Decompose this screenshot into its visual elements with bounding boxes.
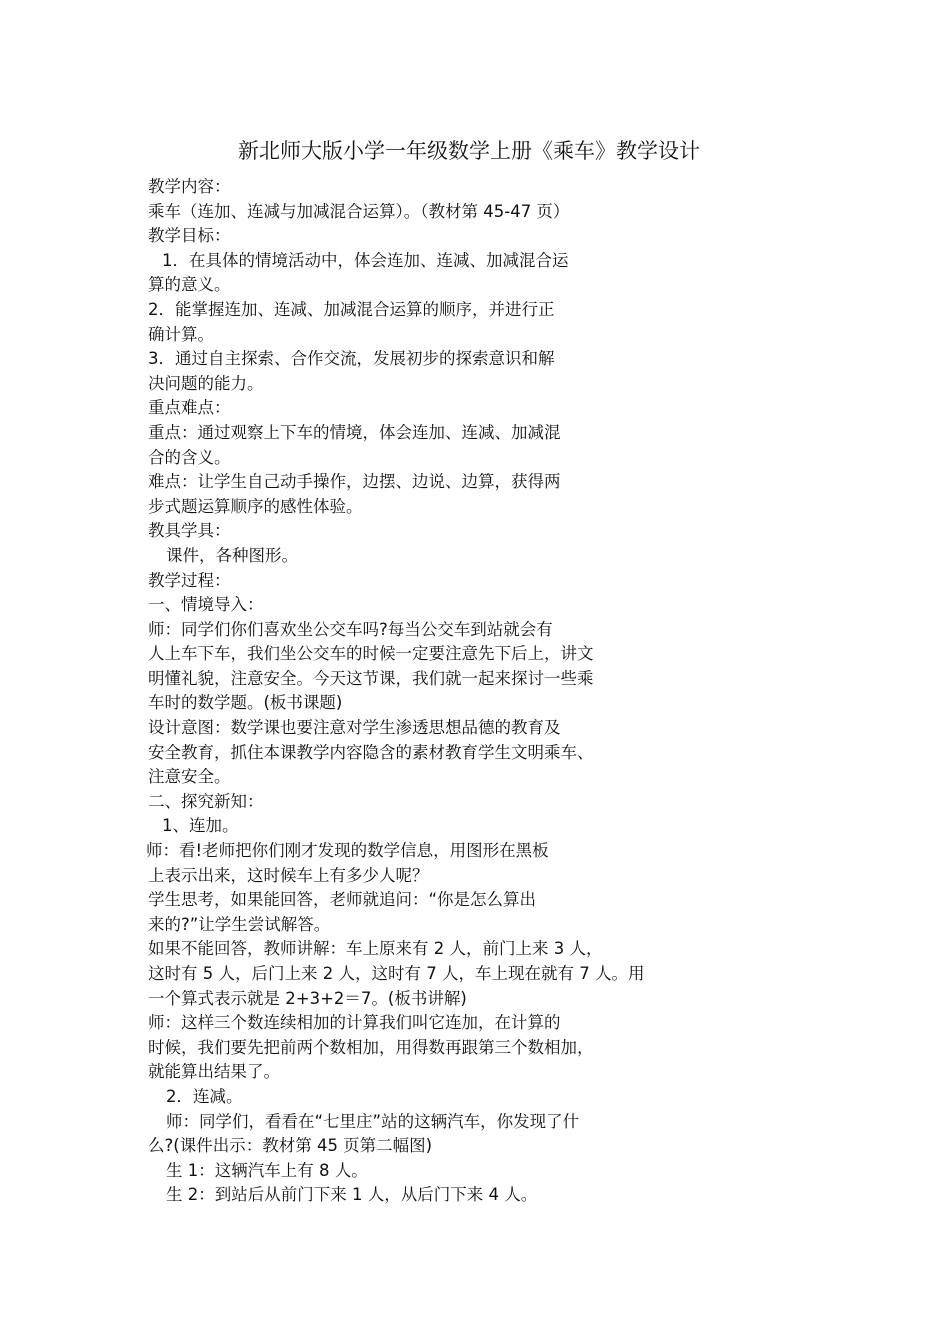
item-continuous-addition: 1、连加。 [162,816,239,836]
subsection-intro: 一、情境导入： [148,595,264,615]
paragraph-line: 注意安全。 [148,767,231,787]
paragraph-line: 师：同学们你们喜欢坐公交车吗?每当公交车到站就会有 [148,619,553,639]
section-heading-key-points: 重点难点： [148,398,231,418]
section-heading-process: 教学过程： [148,570,231,590]
paragraph-line: 么?(课件出示：教材第 45 页第二幅图) [148,1136,433,1156]
paragraph-line: 明懂礼貌，注意安全。今天这节课，我们就一起来探讨一些乘 [148,668,594,688]
paragraph-line: 一个算式表示就是 2+3+2＝7。(板书讲解) [148,988,467,1008]
paragraph-line: 师：看!老师把你们刚才发现的数学信息，用图形在黑板 [146,841,549,861]
paragraph-line: 这时有 5 人，后门上来 2 人，这时有 7 人，车上现在就有 7 人。用 [148,964,645,983]
goal-3-line-1: 3．通过自主探索、合作交流，发展初步的探索意识和解 [148,349,555,369]
section-heading-materials: 教具学具： [148,521,231,541]
paragraph-line: 师：同学们，看看在“七里庄”站的这辆汽车，你发现了什 [166,1111,580,1131]
paragraph-line: 设计意图：数学课也要注意对学生渗透思想品德的教育及 [148,718,561,738]
key-point-line-2: 合的含义。 [148,447,231,467]
paragraph-line: 车时的数学题。(板书课题) [148,693,343,713]
paragraph-line: 就能算出结果了。 [148,1062,280,1082]
difficulty-line-2: 步式题运算顺序的感性体验。 [148,496,363,516]
goal-3-line-2: 决问题的能力。 [148,373,264,393]
paragraph-line: 安全教育，抓住本课教学内容隐含的素材教育学生文明乘车、 [148,742,594,762]
goal-1-line-2: 算的意义。 [148,275,231,295]
content-text: 乘车（连加、连减与加减混合运算）。（教材第 45-47 页） [148,201,570,221]
key-point-line-1: 重点：通过观察上下车的情境，体会连加、连减、加减混 [148,422,561,442]
document-title: 新北师大版小学一年级数学上册《乘车》教学设计 [238,139,700,163]
goal-2-line-2: 确计算。 [148,324,214,344]
student-answer-1: 生 1：这辆汽车上有 8 人。 [166,1160,368,1180]
document-body [0,175,950,1208]
paragraph-line: 时候，我们要先把前两个数相加，用得数再跟第三个数相加， [148,1037,594,1057]
section-heading-goals: 教学目标： [148,226,231,246]
item-continuous-subtraction: 2．连减。 [166,1086,243,1106]
student-answer-2: 生 2：到站后从前门下来 1 人，从后门下来 4 人。 [166,1185,538,1205]
paragraph-line: 学生思考，如果能回答，老师就追问：“你是怎么算出 [148,890,537,910]
difficulty-line-1: 难点：让学生自己动手操作，边摆、边说、边算，获得两 [148,472,561,492]
goal-2-line-1: 2．能掌握连加、连减、加减混合运算的顺序，并进行正 [148,299,555,319]
paragraph-line: 上表示出来，这时候车上有多少人呢？ [148,865,429,885]
paragraph-line: 如果不能回答，教师讲解：车上原来有 2 人，前门上来 3 人， [148,939,603,959]
paragraph-line: 师：这样三个数连续相加的计算我们叫它连加，在计算的 [148,1013,561,1033]
paragraph-line: 来的?”让学生尝试解答。 [148,914,331,934]
section-heading-content: 教学内容： [148,177,231,196]
subsection-explore: 二、探究新知： [148,791,264,811]
materials-text: 课件，各种图形。 [166,545,298,565]
goal-1-line-1: 1．在具体的情境活动中，体会连加、连减、加减混合运 [162,250,569,270]
paragraph-line: 人上车下车，我们坐公交车的时候一定要注意先下后上，讲文 [148,644,594,664]
